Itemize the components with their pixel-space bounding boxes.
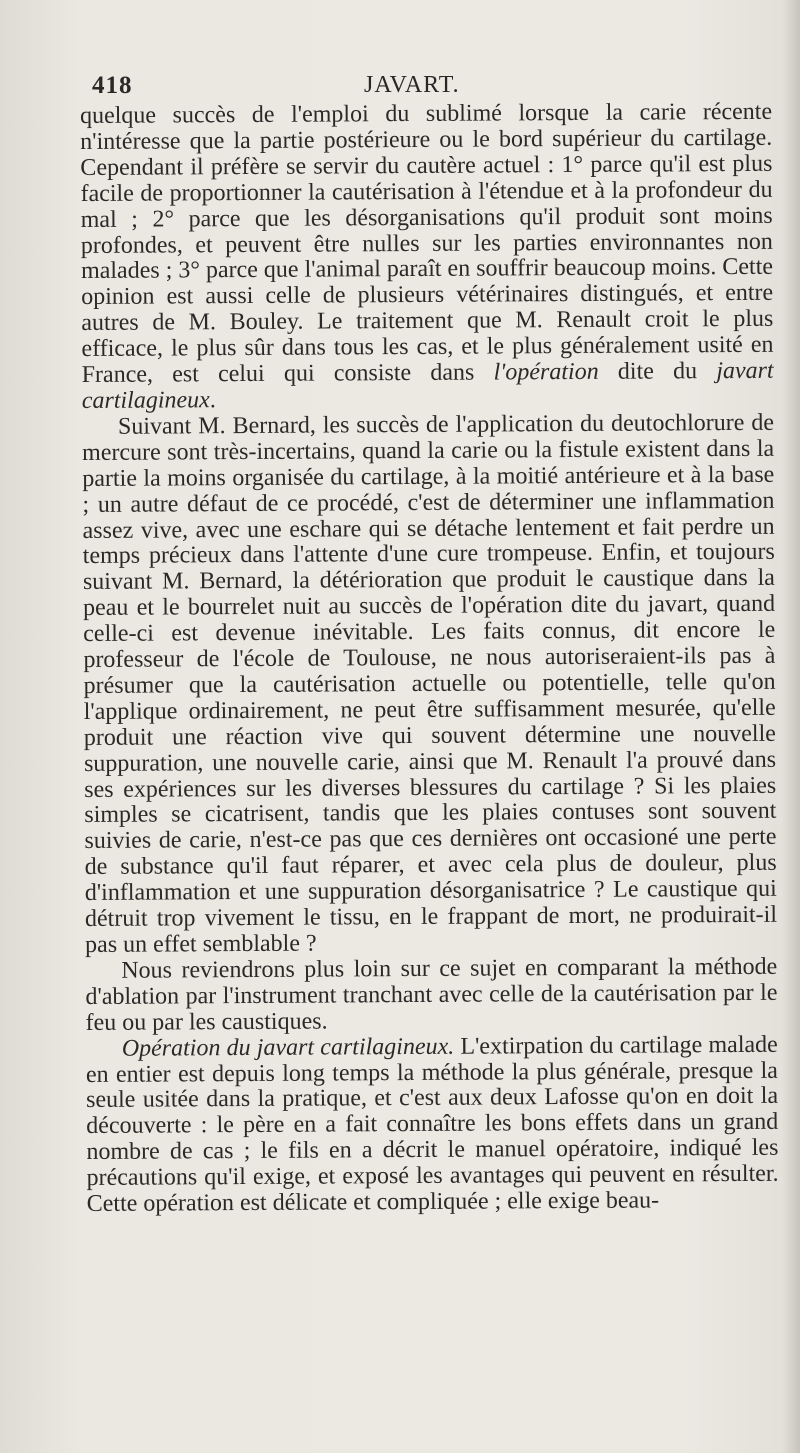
page-edge-shadow (782, 0, 800, 1453)
page-number: 418 (92, 72, 133, 99)
paragraph-1-italic-javart: javart cartilagineux (81, 357, 774, 414)
paragraph-3: Nous reviendrons plus loin sur ce sujet en comparant la méthode d'ablation par l'instrument tranchant avec celle de la cautérisation par le feu ou par les caustiques. (85, 953, 778, 1036)
page-header (92, 72, 772, 102)
paragraph-1 (80, 100, 774, 415)
paragraph-1-end: . (209, 387, 216, 414)
body-text (80, 100, 779, 1218)
paragraph-1-italic-operation: l'opération (493, 358, 599, 386)
section-heading: Opération du javart cartilagineux. (121, 1033, 455, 1062)
running-head: JAVART. (364, 72, 460, 98)
paragraph-4 (86, 1032, 779, 1218)
paragraph-1-text-2: dite du (598, 358, 717, 385)
paragraph-2: Suivant M. Bernard, les succès de l'application du deutochlorure de mercure sont très-incertains, quand la carie ou la fistule existent dans la partie la moins organisée du cartilage, à la moitié antérieure et à la base ; un autre défaut de ce procédé, c'est de déterminer une inflammation assez vive, avec une eschare qui se détache lentement et fait perdre un temps précieux dans l'attente d'une cure trompeuse. Enfin, et toujours suivant M. Bernard, la détérioration que produit le caustique dans la peau et le bourrelet nuit au succès de l'opération dite du javart, quand celle-ci est devenue inévitable. Les faits connus, dit encore le professeur de l'école de Toulouse, ne nous autoriseraient-ils pas à présumer que la cautérisation actuelle ou potentielle, telle qu'on l'applique ordinairement, ne peut être suffisamment mesurée, qu'elle produit une réaction vive qui souvent détermine une nouvelle suppuration, une nouvelle carie, ainsi que M. Renault l'a prouvé dans ses expériences sur les diverses blessures du cartilage ? Si les plaies simples se cicatrisent, tandis que les plaies contuses sont souvent suivies de carie, n'est-ce pas que ces dernières ont occasioné une perte de substance qu'il faut réparer, et avec cela plus de douleur, plus d'inflammation et une suppuration désorganisatrice ? Le caustique qui détruit trop vivement le tissu, en le frappant de mort, ne produirait-il pas un effet semblable ? (82, 409, 778, 958)
paragraph-1-text: quelque succès de l'emploi du sublimé lorsque la carie récente n'intéresse que la partie postérieure ou le bord supérieur du cartilage. Cependant il préfère se servir du cautère actuel : 1° parce qu'il est plus facile de proportionner la cautérisation à l'étendue et à la profondeur du mal ; 2° parce que les désorganisations qu'il produit sont moins profondes, et peuvent être nulles sur les parties environnantes non malades ; 3° parce que l'animal paraît en souffrir beaucoup moins. Cette opinion est aussi celle de plusieurs vétérinaires distingués, et entre autres de M. Bouley. Le traitement que M. Renault croit le plus efficace, le plus sûr dans tous les cas, et le plus généralement usité en France, est celui qui consiste dans (79, 98, 774, 389)
paragraph-4-text: L'extirpation du cartilage malade en entier est depuis long temps la méthode la plus générale, presque la seule usitée dans la pratique, et c'est aux deux Lafosse qu'on en doit la découverte : le père en a fait connaître les bons effets dans un grand nombre de cas ; le fils en a décrit le manuel opératoire, indiqué les précautions qu'il exige, et exposé les avantages qui peuvent en résulter. Cette opération est délicate et compliquée ; elle exige beau- (85, 1031, 779, 1218)
